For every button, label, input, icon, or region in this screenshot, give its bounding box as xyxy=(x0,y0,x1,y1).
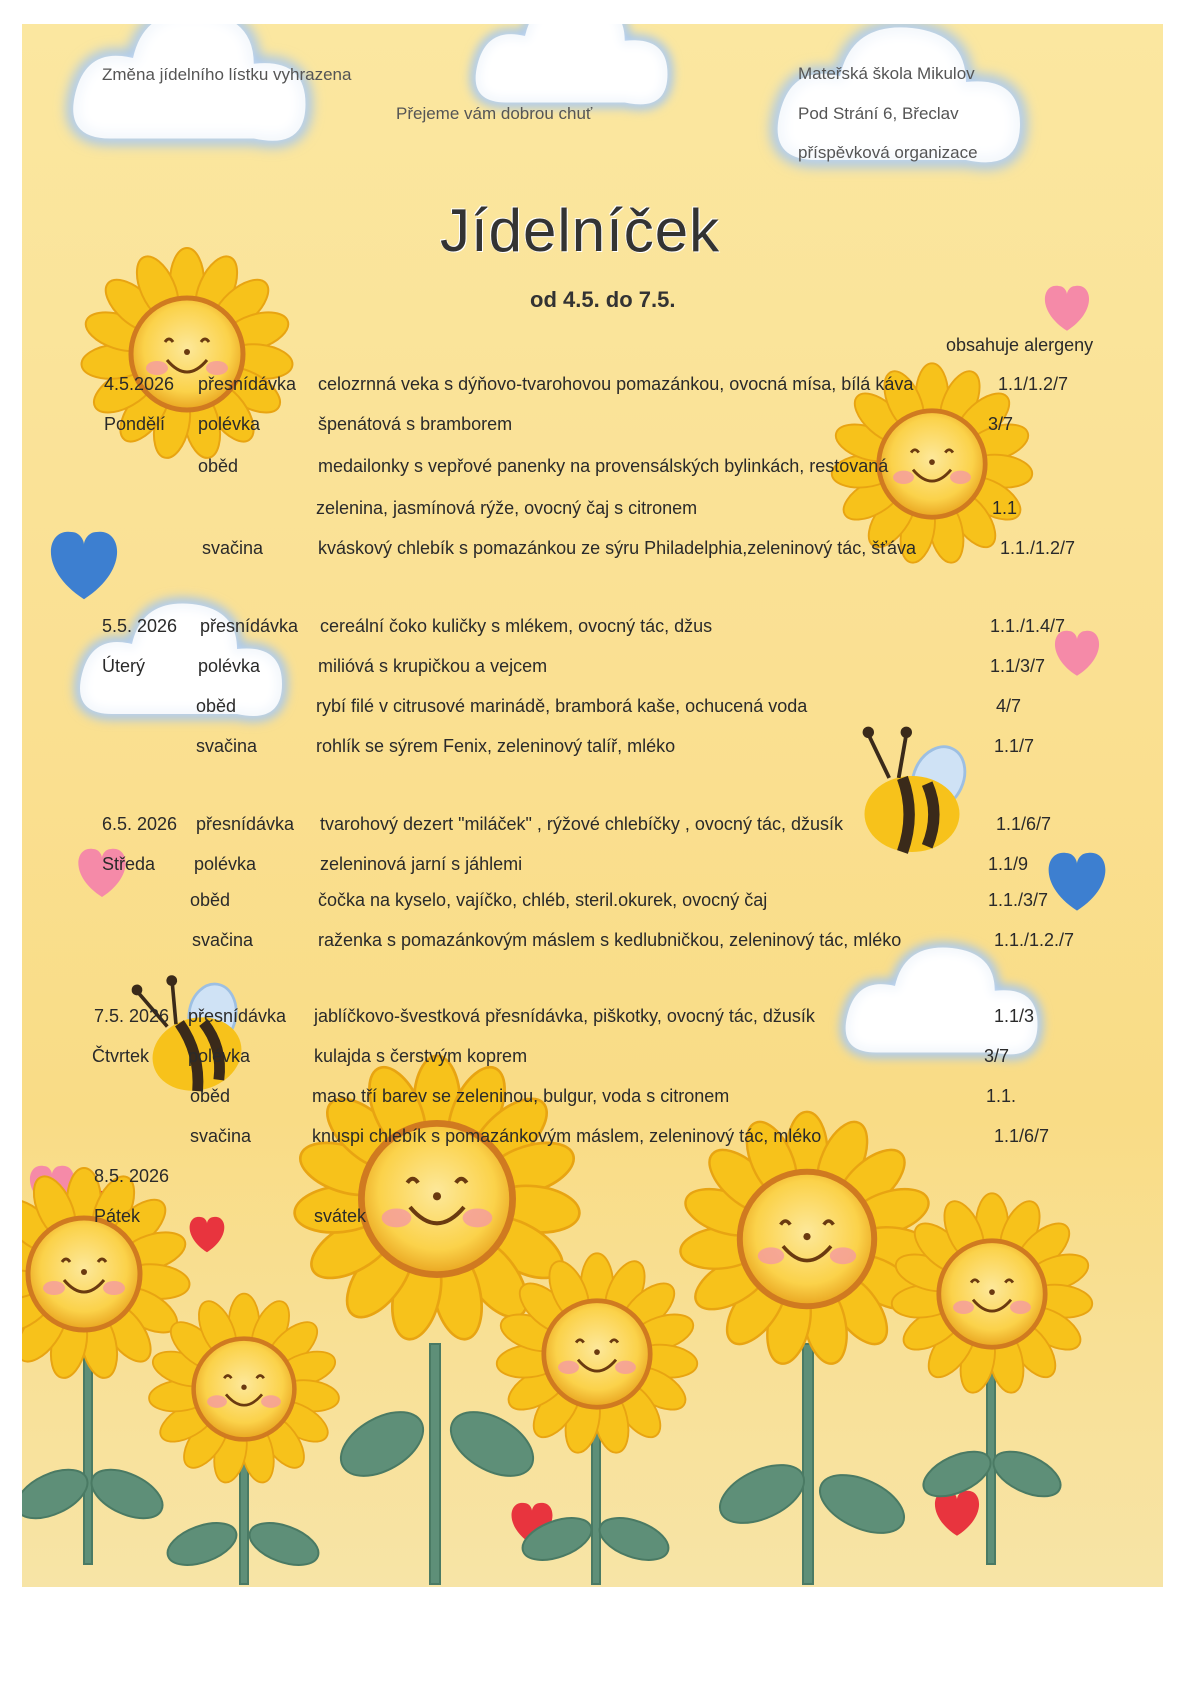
meal-text: rybí filé v citrusové marinádě, bramborá kaše, ochucená voda xyxy=(316,696,808,716)
day-weekday: Středa xyxy=(102,854,156,874)
meal-type: svačina xyxy=(202,538,264,558)
meal-type: přesnídávka xyxy=(196,814,295,834)
bee-icon xyxy=(863,727,975,852)
heart-icon xyxy=(1049,853,1106,911)
meal-text: zelenina, jasmínová rýže, ovocný čaj s citronem xyxy=(316,498,698,518)
meal-text: celozrnná veka s dýňovo-tvarohovou pomazánkou, ovocná mísa, bílá káva xyxy=(318,374,914,394)
meal-type: oběd xyxy=(190,1086,231,1106)
sunflower-icon xyxy=(678,1112,935,1368)
day-date: 6.5. 2026 xyxy=(102,814,178,834)
meal-text: medailonky s vepřové panenky na provensálských bylinkách, restovaná xyxy=(318,456,889,476)
meal-text: zeleninová jarní s jáhlemi xyxy=(320,854,523,874)
meal-allergens: 1.1 xyxy=(992,498,1018,518)
meal-text: jablíčkovo-švestková přesnídávka, piškotky, ovocný tác, džusík xyxy=(314,1006,815,1026)
meal-allergens: 3/7 xyxy=(988,414,1014,434)
meal-allergens: 1.1/7 xyxy=(994,736,1035,756)
meal-type: oběd xyxy=(198,456,239,476)
meal-allergens: 1.1/3/7 xyxy=(990,656,1046,676)
day-weekday: Čtvrtek xyxy=(92,1046,150,1066)
heart-icon xyxy=(1055,631,1099,676)
day-date: 7.5. 2026 xyxy=(94,1006,170,1026)
heart-icon xyxy=(935,1491,979,1536)
meal-text: kulajda s čerstvým koprem xyxy=(314,1046,528,1066)
school-name: Mateřská škola Mikulov xyxy=(798,64,975,83)
school-type: příspěvková organizace xyxy=(798,143,978,162)
meal-allergens: 1.1/6/7 xyxy=(996,814,1052,834)
meal-type: oběd xyxy=(190,890,231,910)
meal-type: polévka xyxy=(194,854,257,874)
meal-allergens: 1.1./1.2./7 xyxy=(994,930,1075,950)
meal-text: knuspi chlebík s pomazánkovým máslem, zeleninový tác, mléko xyxy=(312,1126,822,1146)
meal-allergens: 1.1/3 xyxy=(994,1006,1035,1026)
meal-type: svačina xyxy=(192,930,254,950)
heart-icon xyxy=(190,1217,225,1252)
meal-type: polévka xyxy=(188,1046,251,1066)
meal-text: tvarohový dezert "miláček" , rýžové chlebíčky , ovocný tác, džusík xyxy=(320,814,843,834)
meal-text: kváskový chlebík s pomazánkou ze sýru Philadelphia,zeleninový tác, šťáva xyxy=(318,538,917,558)
meal-type: přesnídávka xyxy=(200,616,299,636)
heart-icon xyxy=(1045,286,1089,331)
meal-type: přesnídávka xyxy=(188,1006,287,1026)
day-weekday: Pátek xyxy=(94,1206,141,1226)
sunflower-icon xyxy=(890,1193,1094,1396)
meal-type: svačina xyxy=(190,1126,252,1146)
meal-type: svačina xyxy=(196,736,258,756)
meal-text: maso tří barev se zeleninou, bulgur, voda s citronem xyxy=(312,1086,730,1106)
sunflower-icon xyxy=(148,1294,341,1486)
greeting: Přejeme vám dobrou chuť xyxy=(396,104,593,123)
meal-allergens: 1.1/6/7 xyxy=(994,1126,1050,1146)
meal-text: raženka s pomazánkovým máslem s kedlubničkou, zeleninový tác, mléko xyxy=(318,930,902,950)
day-date: 5.5. 2026 xyxy=(102,616,178,636)
meal-text: špenátová s bramborem xyxy=(318,414,513,434)
meal-text: čočka na kyselo, vajíčko, chléb, steril.okurek, ovocný čaj xyxy=(318,890,768,910)
day-date: 4.5.2026 xyxy=(104,374,175,394)
meal-type: oběd xyxy=(196,696,237,716)
meal-text: cereální čoko kuličky s mlékem, ovocný tác, džus xyxy=(320,616,713,636)
meal-allergens: 1.1/1.2/7 xyxy=(998,374,1069,394)
meal-text: milióvá s krupičkou a vejcem xyxy=(318,656,548,676)
day-weekday: Pondělí xyxy=(104,414,166,434)
meal-allergens: 1.1./1.4/7 xyxy=(990,616,1066,636)
meal-allergens: 1.1. xyxy=(986,1086,1017,1106)
menu-change-note: Změna jídelního lístku vyhrazena xyxy=(102,65,352,84)
allergen-column-header: obsahuje alergeny xyxy=(946,335,1094,355)
day-date: 8.5. 2026 xyxy=(94,1166,170,1186)
cloud-icon xyxy=(476,24,668,104)
meal-allergens: 4/7 xyxy=(996,696,1022,716)
meal-type: přesnídávka xyxy=(198,374,297,394)
sunflower-icon xyxy=(22,1168,191,1381)
day-weekday: Úterý xyxy=(102,656,146,676)
meal-text: rohlík se sýrem Fenix, zeleninový talíř, mléko xyxy=(316,736,676,756)
meal-type: polévka xyxy=(198,656,261,676)
menu-sheet xyxy=(22,24,1163,1587)
heart-icon xyxy=(51,532,117,599)
holiday-note: svátek xyxy=(314,1206,367,1226)
bee-icon xyxy=(130,959,263,1101)
meal-allergens: 3/7 xyxy=(984,1046,1010,1066)
sunflower-icon xyxy=(495,1253,699,1456)
menu-period: od 4.5. do 7.5. xyxy=(530,287,676,312)
school-address: Pod Strání 6, Břeclav xyxy=(798,104,959,123)
meal-type: polévka xyxy=(198,414,261,434)
page-title: Jídelníček xyxy=(440,197,721,264)
meal-allergens: 1.1./1.2/7 xyxy=(1000,538,1076,558)
meal-allergens: 1.1./3/7 xyxy=(988,890,1049,910)
meal-allergens: 1.1/9 xyxy=(988,854,1029,874)
cloud-icon xyxy=(846,948,1038,1055)
